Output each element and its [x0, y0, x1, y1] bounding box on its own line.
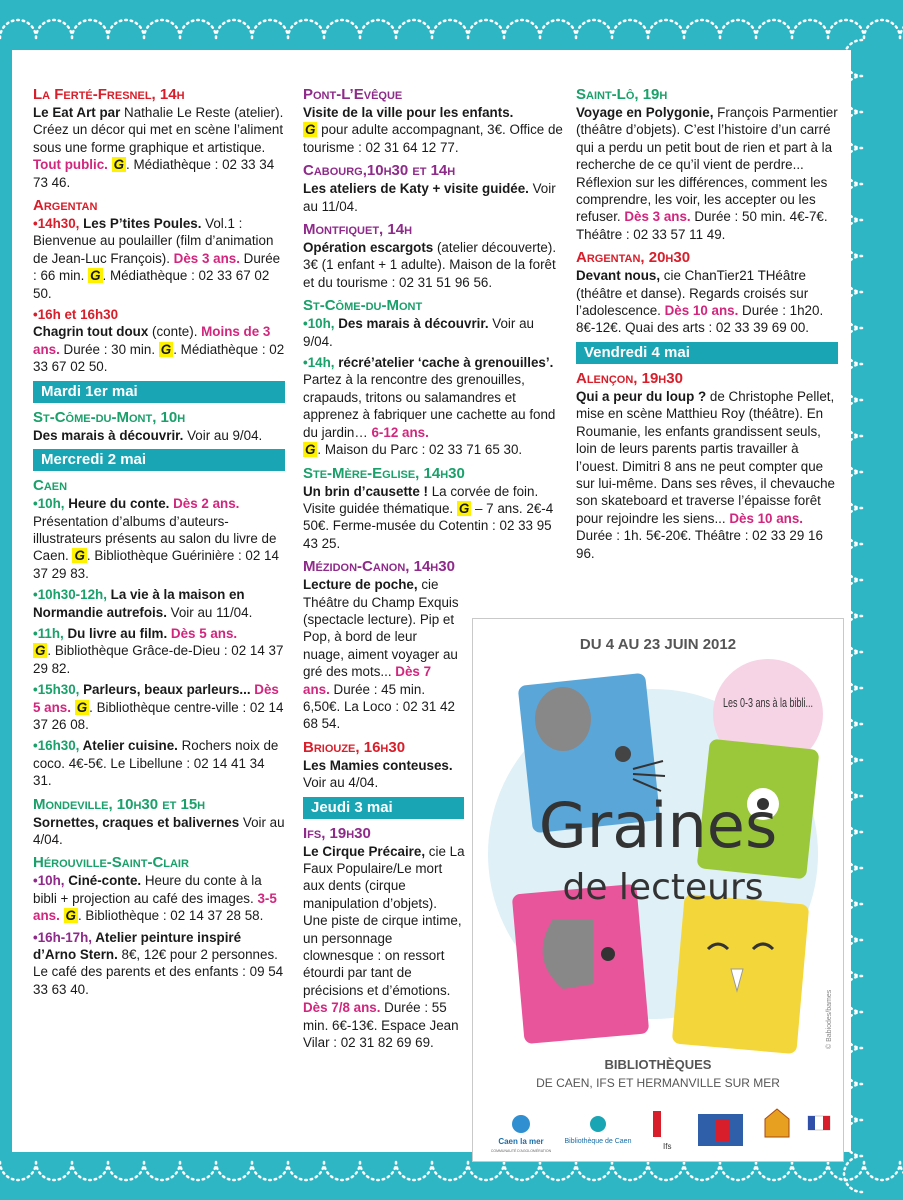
g-free-badge: G [35, 643, 46, 659]
place-heading: Montfiquet, 14h [303, 221, 413, 239]
republique-francaise-logo [808, 1116, 830, 1130]
event-entry: Le Cirque Précaire, cie La Faux Populaire/Le mort aux dents (cirque manipulation d’objets). Une piste de cirque intime, un personnage clownesque : on ressort étourdi par tant de précisions et d’émotions. Dès 7/8 ans. Durée : 55 min. 6€-13€. Espace Jean Vilar : 02 31 82 69 69. [303, 843, 465, 1051]
ifs-logo [653, 1111, 671, 1151]
g-free-badge: G [90, 268, 101, 284]
poster-graines-de-lecteurs [472, 618, 844, 1162]
place-heading: Ifs, 19h30 [303, 824, 371, 842]
bibliotheque-de-caen-logo [565, 1116, 632, 1145]
place-heading: Argentan [33, 197, 98, 215]
event-entry: •10h, Heure du conte. Dès 2 ans. Présentation d’albums d’auteurs-illustrateurs présents au salon du livre de Caen. G . Bibliothèque Guérinière : 02 14 37 29 83. [33, 496, 279, 581]
event-entry: Voyage en Polygonie, François Parmentier (théâtre d’objets). C’est l’histoire d’un carré qui a perdu un petit bout de rien et part à la recherche de ce qu’il vient de perdre... Réflexion sur les différences, comment les comprendre, les voir, les accepter ou les refuser. Dès 3 ans. Durée : 50 min. 4€-7€. Théâtre : 02 33 57 11 49. [576, 105, 838, 242]
poster-dates: DU 4 AU 23 JUIN 2012 [579, 636, 737, 653]
g-free-badge: G [74, 548, 85, 564]
g-free-badge: G [458, 500, 470, 516]
place-heading: St-Côme-du-Mont [303, 297, 423, 315]
event-entry: Opération escargots (atelier découverte). 3€ (1 enfant + 1 adulte). Maison de la forêt et du tourisme : 02 31 51 96 56. [303, 240, 557, 290]
column-3 [576, 80, 838, 566]
event-entry: Les ateliers de Katy + visite guidée. Voir au 11/04. [303, 181, 556, 214]
day-header: Vendredi 4 mai [576, 342, 838, 364]
place-heading: Alençon, 19h30 [576, 369, 683, 387]
place-heading: Caen [33, 477, 68, 495]
poster-badge-text: Les 0-3 ans à la bibli... [723, 695, 813, 710]
g-free-badge: G [305, 122, 316, 138]
event-entry: Le Eat Art par Nathalie Le Reste (atelier). Créez un décor qui met en scène l’aliment sous une forme graphique et artistique. Tout public. G . Médiathèque : 02 33 34 73 46. [33, 105, 284, 190]
day-header: Mercredi 2 mai [33, 449, 285, 471]
event-entry: Un brin d’causette ! La corvée de foin. Visite guidée thématique. G – 7 ans. 2€-4 50€. Ferme-musée du Cotentin : 02 33 95 43 25. [303, 483, 554, 551]
event-entry: Devant nous, cie ChanTier21 THéâtre (théâtre et danse). Regards croisés sur l’adolescence. Dès 10 ans. Durée : 1h20. 8€-12€. Quai des arts : 02 33 39 69 00. [576, 268, 824, 336]
poster-libraries: BIBLIOTHÈQUES [604, 1057, 712, 1072]
place-heading: Mézidon-Canon, 14h30 [303, 558, 455, 576]
event-entry: Des marais à découvrir. Voir au 9/04. [33, 427, 263, 443]
event-entry: Sornettes, craques et balivernes Voir au 4/04. [33, 814, 285, 847]
place-heading: Cabourg,10h30 et 14h [303, 162, 456, 180]
yellow-book-character [672, 894, 810, 1054]
place-heading: Ste-Mère-Eglise, 14h30 [303, 464, 465, 482]
poster-title-line2: de lecteurs [562, 867, 764, 908]
place-heading: Argentan, 20h30 [576, 249, 691, 267]
event-entry: Visite de la ville pour les enfants. G pour adulte accompagnant, 3€. Office de tourisme : 02 31 64 12 77. [303, 105, 563, 155]
poster-title-line1: Graines [538, 789, 778, 862]
hermanville-logo [698, 1114, 743, 1146]
g-free-badge: G [160, 341, 172, 357]
place-heading: Hérouville-Saint-Clair [33, 854, 189, 872]
place-heading: St-Côme-du-Mont, 10h [33, 408, 186, 426]
event-entry: •11h, Du livre au film. Dès 5 ans. G . Bibliothèque Grâce-de-Dieu : 02 14 37 29 82. [33, 625, 284, 676]
place-heading: La Ferté-Fresnel, 14h [33, 86, 185, 103]
svg-text:Ifs: Ifs [663, 1142, 672, 1151]
event-entry: •14h30, Les P’tites Poules. Vol.1 : Bienvenue au poulailler (film d’animation de Jean-Luc François). Dès 3 ans. Durée : 66 min. G . Médiathèque : 02 33 67 02 50. [33, 216, 281, 301]
day-header: Mardi 1er mai [33, 381, 285, 403]
place-heading: Briouze, 16h30 [303, 738, 406, 756]
g-free-badge: G [305, 442, 316, 458]
poster-cities: DE CAEN, IFS ET HERMANVILLE SUR MER [536, 1076, 780, 1090]
event-entry: •16h-17h, Atelier peinture inspiré d’Arno Stern. 8€, 12€ pour 2 personnes. Le café des parents et des enfants : 09 54 33 63 40. [33, 929, 284, 997]
svg-text:Bibliothèque de Caen: Bibliothèque de Caen [564, 1138, 632, 1145]
place-heading: Pont-L’Evêque [303, 86, 403, 103]
event-entry: •10h, Ciné-conte. Heure du conte à la bibli + projection au café des images. 3-5 ans. G . Bibliothèque : 02 14 37 28 58. [33, 873, 277, 924]
svg-text:COMMUNAUTÉ D'AGGLOMÉRATION: COMMUNAUTÉ D'AGGLOMÉRATION [490, 1149, 552, 1153]
place-heading: Mondeville, 10h30 et 15h [33, 795, 206, 813]
event-entry: •15h30, Parleurs, beaux parleurs... Dès 5 ans. G . Bibliothèque centre-ville : 02 14 37 26 08. [33, 682, 284, 732]
event-entry: Les Mamies conteuses. Voir au 4/04. [303, 757, 453, 791]
event-entry: •14h, récré’atelier ‘cache à grenouilles’. Partez à la rencontre des grenouilles, crapauds, tritons ou salamandres et apprenez à fabriquer une cachette au fond du jardin… 6-12 ans. G . Maison du Parc : 02 33 71 65 30. [303, 355, 556, 458]
svg-text:Caen la mer: Caen la mer [498, 1137, 544, 1146]
g-free-badge: G [113, 157, 125, 173]
event-entry: Qui a peur du loup ? de Christophe Pellet, mise en scène Matthieu Roy (théâtre). En Roumanie, les enfants grandissent seuls, loin de leurs parents partis travailler à l’ouest. Dimitri 8 ans ne peut compter que sur lui-même. Dans ses rêves, il chevauche son skateboard et traverse l’épaisse forêt pour rejoindre les siens... Dès 10 ans. Durée : 1h. 5€-20€. Théâtre : 02 33 29 16 96. [576, 388, 835, 561]
g-free-badge: G [76, 699, 88, 715]
event-entry: Lecture de poche, cie Théâtre du Champ Exquis (spectacle lecture). Pip et Pop, à bord de leur nuage, aiment voyager au gré des mots... Dès 7 ans. Durée : 45 min. 6,50€. La Loco : 02 31 42 68 54. [303, 577, 459, 732]
house-logo [765, 1109, 789, 1137]
column-1 [33, 80, 285, 1002]
g-free-badge: G [65, 908, 76, 924]
place-heading: Saint-Lô, 19h [576, 86, 668, 103]
event-entry: •10h30-12h, La vie à la maison en Normandie autrefois. Voir au 11/04. [33, 587, 253, 620]
event-entry: •10h, Des marais à découvrir. Voir au 9/04. [303, 316, 534, 349]
day-header: Jeudi 3 mai [303, 797, 464, 819]
caen-la-mer-logo [491, 1115, 552, 1153]
poster-credit: © Babiodes/bames [826, 989, 833, 1049]
event-entry: •16h et 16h30 Chagrin tout doux (conte). Moins de 3 ans. Durée : 30 min. G . Médiathèque : 02 33 67 02 50. [33, 307, 285, 375]
event-entry: •16h30, Atelier cuisine. Rochers noix de coco. 4€-5€. Le Libellune : 02 14 41 34 31. [33, 738, 279, 789]
poster-illustration [473, 619, 843, 1161]
